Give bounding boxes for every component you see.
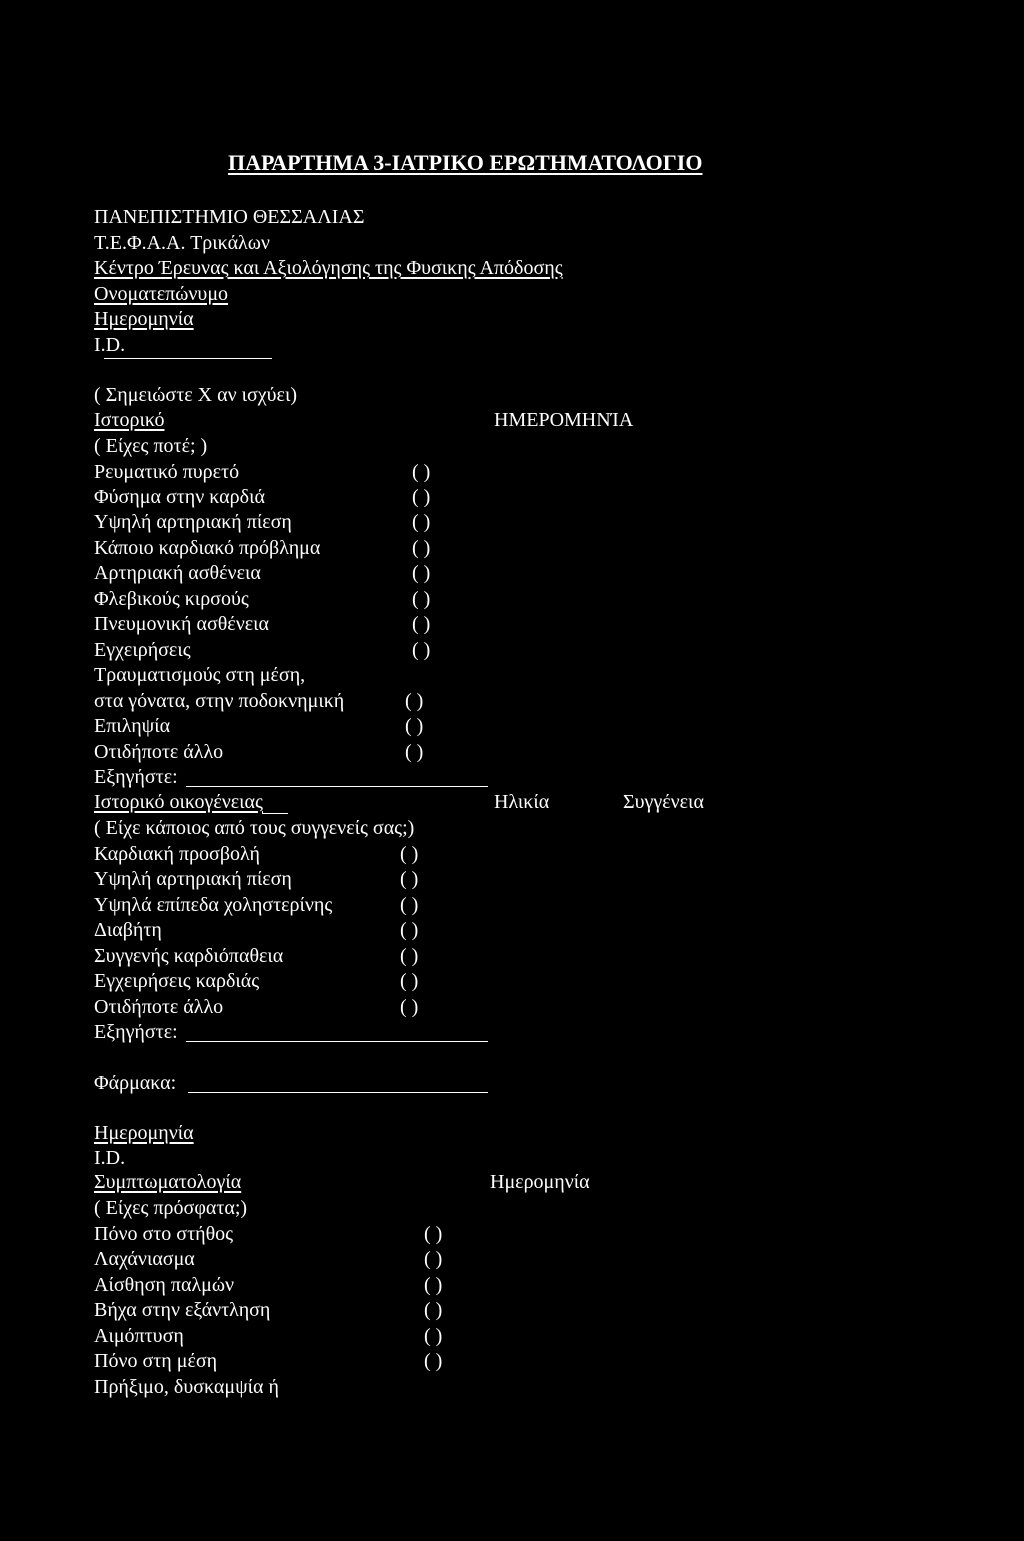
family-item: Εγχειρήσεις καρδιάς xyxy=(94,970,260,992)
symptoms-question: ( Είχες πρόσφατα;) xyxy=(94,1197,248,1219)
symptoms-id-label: I.D. xyxy=(94,1147,126,1169)
symptom-checkbox[interactable]: ( ) xyxy=(424,1248,443,1270)
symptom-item: Αιμόπτυση xyxy=(94,1325,184,1347)
family-item: Υψηλά επίπεδα χοληστερίνης xyxy=(94,894,333,916)
history-injury-line-1: Τραυματισμούς στη μέση, xyxy=(94,664,306,686)
symptom-item: Πόνο στο στήθος xyxy=(94,1223,234,1245)
symptom-checkbox[interactable]: ( ) xyxy=(424,1325,443,1347)
history-explain-label: Εξηγήστε: xyxy=(94,766,178,788)
history-checkbox[interactable]: ( ) xyxy=(412,486,431,508)
history-heading: Ιστορικό xyxy=(94,409,165,431)
family-relation-column: Συγγένεια xyxy=(623,791,704,813)
family-item: Καρδιακή προσβολή xyxy=(94,843,260,865)
id-blank-line xyxy=(104,358,272,359)
center-name: Κέντρο Έρευνας και Αξιολόγησης της Φυσικης Απόδοσης xyxy=(94,257,563,279)
symptom-item: Αίσθηση παλμών xyxy=(94,1274,235,1296)
history-checkbox[interactable]: ( ) xyxy=(405,741,424,763)
family-question: ( Είχε κάποιος από τους συγγενείς σας;) xyxy=(94,817,415,839)
history-explain-line[interactable] xyxy=(186,786,488,787)
history-date-column: ΗΜΕΡΟΜΗΝΊΑ xyxy=(494,409,634,431)
family-checkbox[interactable]: ( ) xyxy=(400,996,419,1018)
university-name: ΠΑΝΕΠΙΣΤΗΜΙΟ ΘΕΣΣΑΛΙΑΣ xyxy=(94,206,365,228)
symptom-item: Πόνο στη μέση xyxy=(94,1350,218,1372)
medication-label: Φάρμακα: xyxy=(94,1072,177,1094)
history-checkbox[interactable]: ( ) xyxy=(412,511,431,533)
symptom-checkbox[interactable]: ( ) xyxy=(424,1350,443,1372)
family-item: Οτιδήποτε άλλο xyxy=(94,996,224,1018)
symptoms-date-column: Ημερομηνία xyxy=(490,1171,590,1193)
history-checkbox[interactable]: ( ) xyxy=(412,461,431,483)
symptom-last-line: Πρήξιμο, δυσκαμψία ή xyxy=(94,1376,279,1398)
history-checkbox[interactable]: ( ) xyxy=(412,562,431,584)
family-checkbox[interactable]: ( ) xyxy=(400,894,419,916)
name-field-label: Ονοματεπώνυμο xyxy=(94,283,229,305)
symptom-item: Βήχα στην εξάντληση xyxy=(94,1299,271,1321)
family-heading: Ιστορικό οικογένειας xyxy=(94,791,263,813)
page-title: ΠΑΡΑΡΤΗΜΑ 3-ΙΑΤΡΙΚΟ ΕΡΩΤΗΜΑΤΟΛΟΓΙΟ xyxy=(228,150,703,175)
history-item: Ρευματικό πυρετό xyxy=(94,461,240,483)
department-name: Τ.Ε.Φ.Α.Α. Τρικάλων xyxy=(94,232,270,254)
history-item: Επιληψία xyxy=(94,715,171,737)
history-checkbox[interactable]: ( ) xyxy=(412,588,431,610)
symptom-checkbox[interactable]: ( ) xyxy=(424,1299,443,1321)
history-item: Οτιδήποτε άλλο xyxy=(94,741,224,763)
history-item: Εγχειρήσεις xyxy=(94,639,191,661)
symptoms-heading: Συμπτωματολογία xyxy=(94,1171,242,1193)
symptom-checkbox[interactable]: ( ) xyxy=(424,1223,443,1245)
family-item: Συγγενής καρδιόπαθεια xyxy=(94,945,284,967)
history-item: Πνευμονική ασθένεια xyxy=(94,613,270,635)
family-item: Διαβήτη xyxy=(94,919,162,941)
history-question: ( Είχες ποτέ; ) xyxy=(94,435,208,457)
family-item: Υψηλή αρτηριακή πίεση xyxy=(94,868,292,890)
history-note: ( Σημειώστε Χ αν ισχύει) xyxy=(94,384,297,406)
history-checkbox[interactable]: ( ) xyxy=(412,613,431,635)
family-checkbox[interactable]: ( ) xyxy=(400,970,419,992)
symptom-checkbox[interactable]: ( ) xyxy=(424,1274,443,1296)
family-checkbox[interactable]: ( ) xyxy=(400,919,419,941)
family-checkbox[interactable]: ( ) xyxy=(400,945,419,967)
family-heading-trailing-line xyxy=(262,813,288,814)
history-checkbox[interactable]: ( ) xyxy=(412,537,431,559)
family-age-column: Ηλικία xyxy=(494,791,550,813)
history-checkbox[interactable]: ( ) xyxy=(412,639,431,661)
symptom-item: Λαχάνιασμα xyxy=(94,1248,195,1270)
id-field-label: I.D. xyxy=(94,334,126,356)
history-checkbox[interactable]: ( ) xyxy=(405,715,424,737)
history-item: Κάποιο καρδιακό πρόβλημα xyxy=(94,537,321,559)
history-item: Αρτηριακή ασθένεια xyxy=(94,562,261,584)
history-item: Φλεβικούς κιρσούς xyxy=(94,588,249,610)
family-checkbox[interactable]: ( ) xyxy=(400,843,419,865)
history-item: Υψηλή αρτηριακή πίεση xyxy=(94,511,292,533)
symptoms-date-label: Ημερομηνία xyxy=(94,1122,194,1144)
family-explain-label: Εξηγήστε: xyxy=(94,1021,178,1043)
family-explain-line[interactable] xyxy=(186,1041,488,1042)
family-checkbox[interactable]: ( ) xyxy=(400,868,419,890)
history-injury-line-2: στα γόνατα, στην ποδοκνημική xyxy=(94,690,345,712)
medication-line[interactable] xyxy=(188,1092,488,1093)
date-field-label: Ημερομηνία xyxy=(94,308,194,330)
history-item: Φύσημα στην καρδιά xyxy=(94,486,265,508)
history-checkbox[interactable]: ( ) xyxy=(405,690,424,712)
